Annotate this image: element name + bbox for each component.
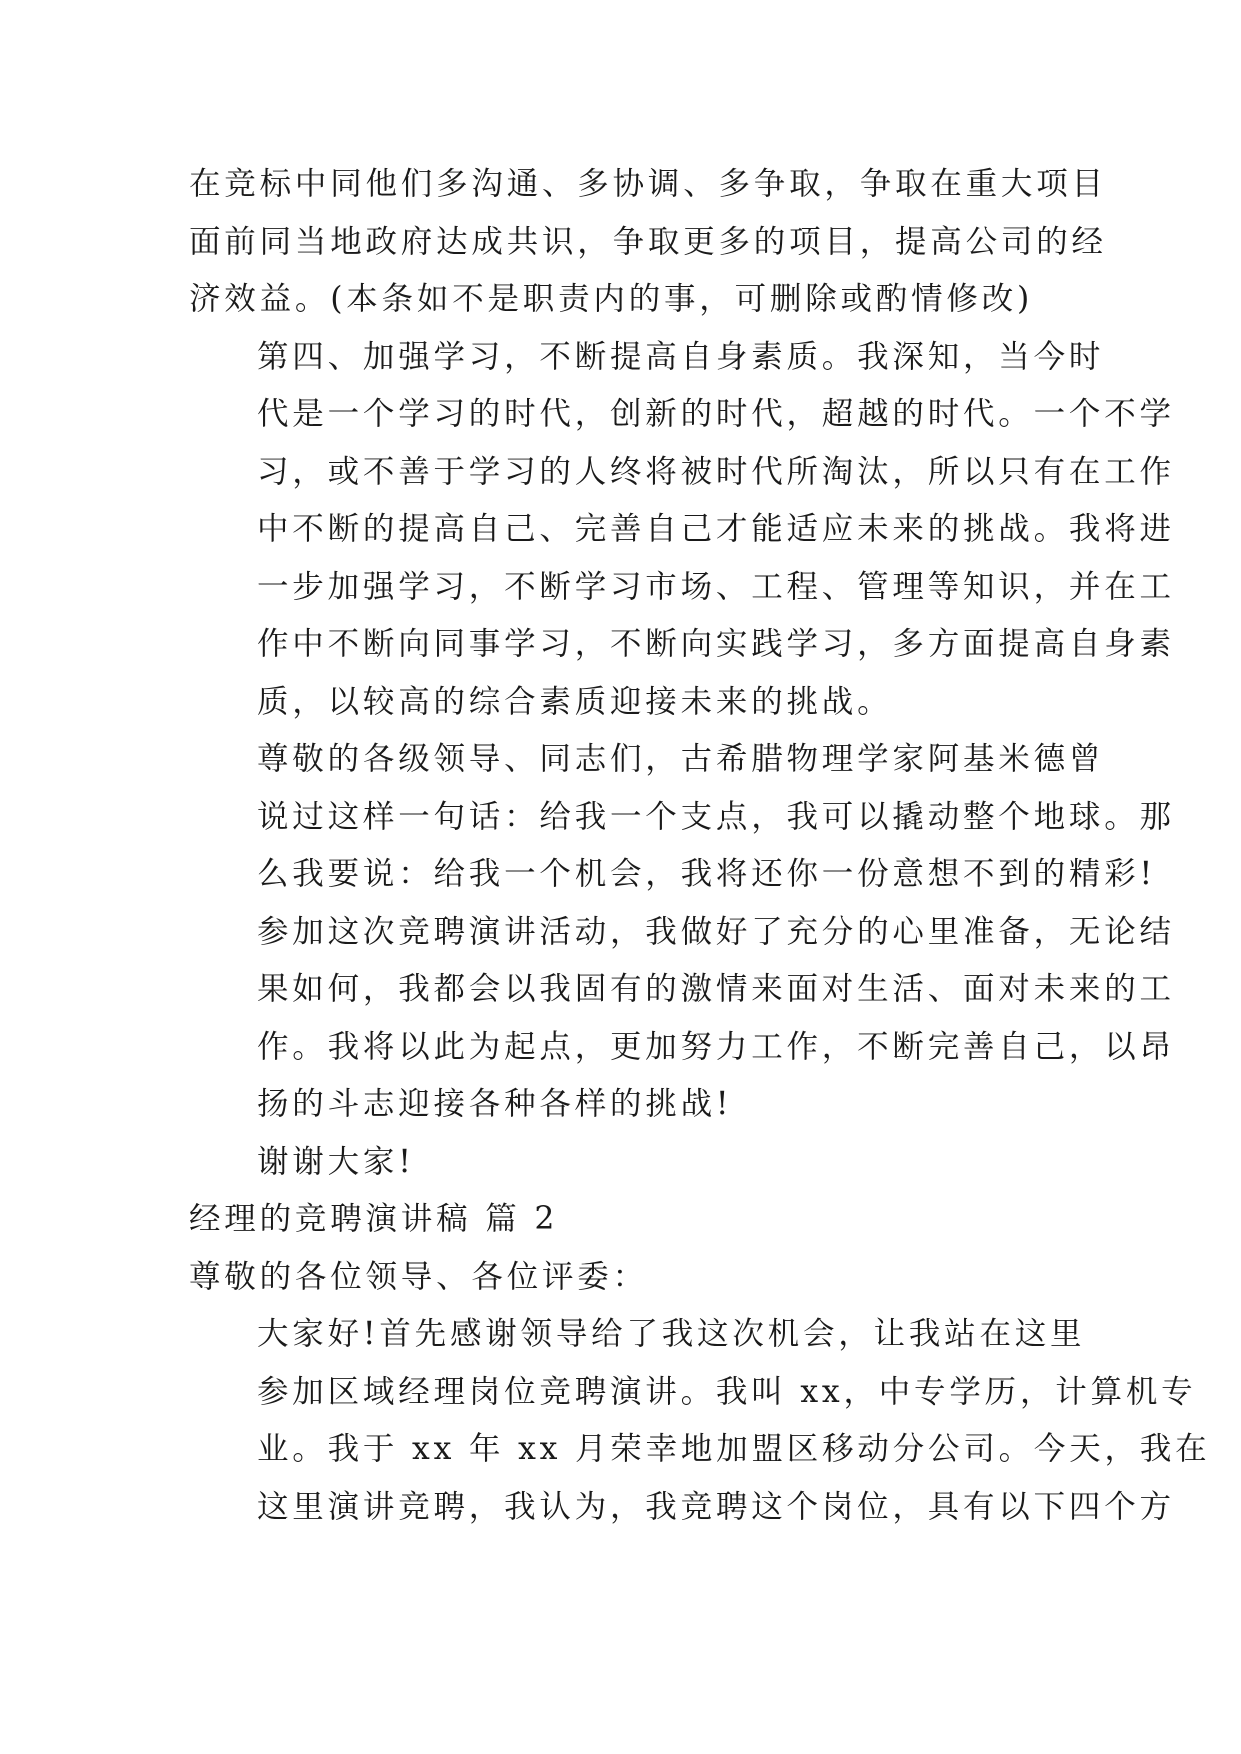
text-line: 在竞标中同他们多沟通、多协调、多争取，争取在重大项目 [189,166,1107,202]
salutation [189,1249,1059,1307]
text-line: 果如何，我都会以我固有的激情来面对生活、面对未来的工 [257,971,1175,1007]
text-line: 大家好!首先感谢领导给了我这次机会，让我站在这里 [257,1316,1086,1352]
paragraph-closing [189,731,1175,1134]
paragraph-continuation [189,156,1107,329]
text-line: 面前同当地政府达成共识，争取更多的项目，提高公司的经 [189,223,1107,260]
text-line: 谢谢大家! [257,1143,415,1180]
text-line: 习，或不善于学习的人终将被时代所淘汰，所以只有在工作 [257,453,1175,490]
text-line: 质，以较高的综合素质迎接未来的挑战。 [257,683,893,720]
text-line: 参加区域经理岗位竞聘演讲。我叫 xx，中专学历，计算机专 [257,1373,1197,1410]
text-line: 作。我将以此为起点，更加努力工作，不断完善自己，以昂 [257,1028,1175,1065]
text-line: 尊敬的各级领导、同志们，古希腊物理学家阿基米德曾 [257,741,1105,777]
text-line: 这里演讲竞聘，我认为，我竞聘这个岗位，具有以下四个方 [257,1488,1175,1525]
paragraph-opening [189,1306,1211,1536]
paragraph-thanks [189,1134,1059,1192]
document-body [189,156,1211,1536]
text-line: 业。我于 xx 年 xx 月荣幸地加盟区移动分公司。今天，我在 [257,1431,1211,1467]
section-title-text: 经理的竞聘演讲稿 篇 2 [189,1201,559,1237]
text-line: 说过这样一句话：给我一个支点，我可以撬动整个地球。那 [257,798,1175,835]
text-line: 代是一个学习的时代，创新的时代，超越的时代。一个不学 [257,396,1175,432]
text-line: 中不断的提高自己、完善自己才能适应未来的挑战。我将进 [257,511,1175,547]
text-line: 第四、加强学习，不断提高自身素质。我深知，当今时 [257,338,1105,375]
text-line: 参加这次竞聘演讲活动，我做好了充分的心里准备，无论结 [257,913,1175,950]
text-line: 扬的斗志迎接各种各样的挑战! [257,1086,733,1122]
text-line: 济效益。(本条如不是职责内的事，可删除或酌情修改) [189,281,1034,317]
text-line: 一步加强学习，不断学习市场、工程、管理等知识，并在工 [257,568,1175,605]
section-title [189,1191,1059,1249]
paragraph-fourth-point [189,329,1175,732]
salutation-text: 尊敬的各位领导、各位评委： [189,1258,648,1295]
text-line: 么我要说：给我一个机会，我将还你一份意想不到的精彩! [257,856,1156,892]
text-line: 作中不断向同事学习，不断向实践学习，多方面提高自身素 [257,626,1175,662]
